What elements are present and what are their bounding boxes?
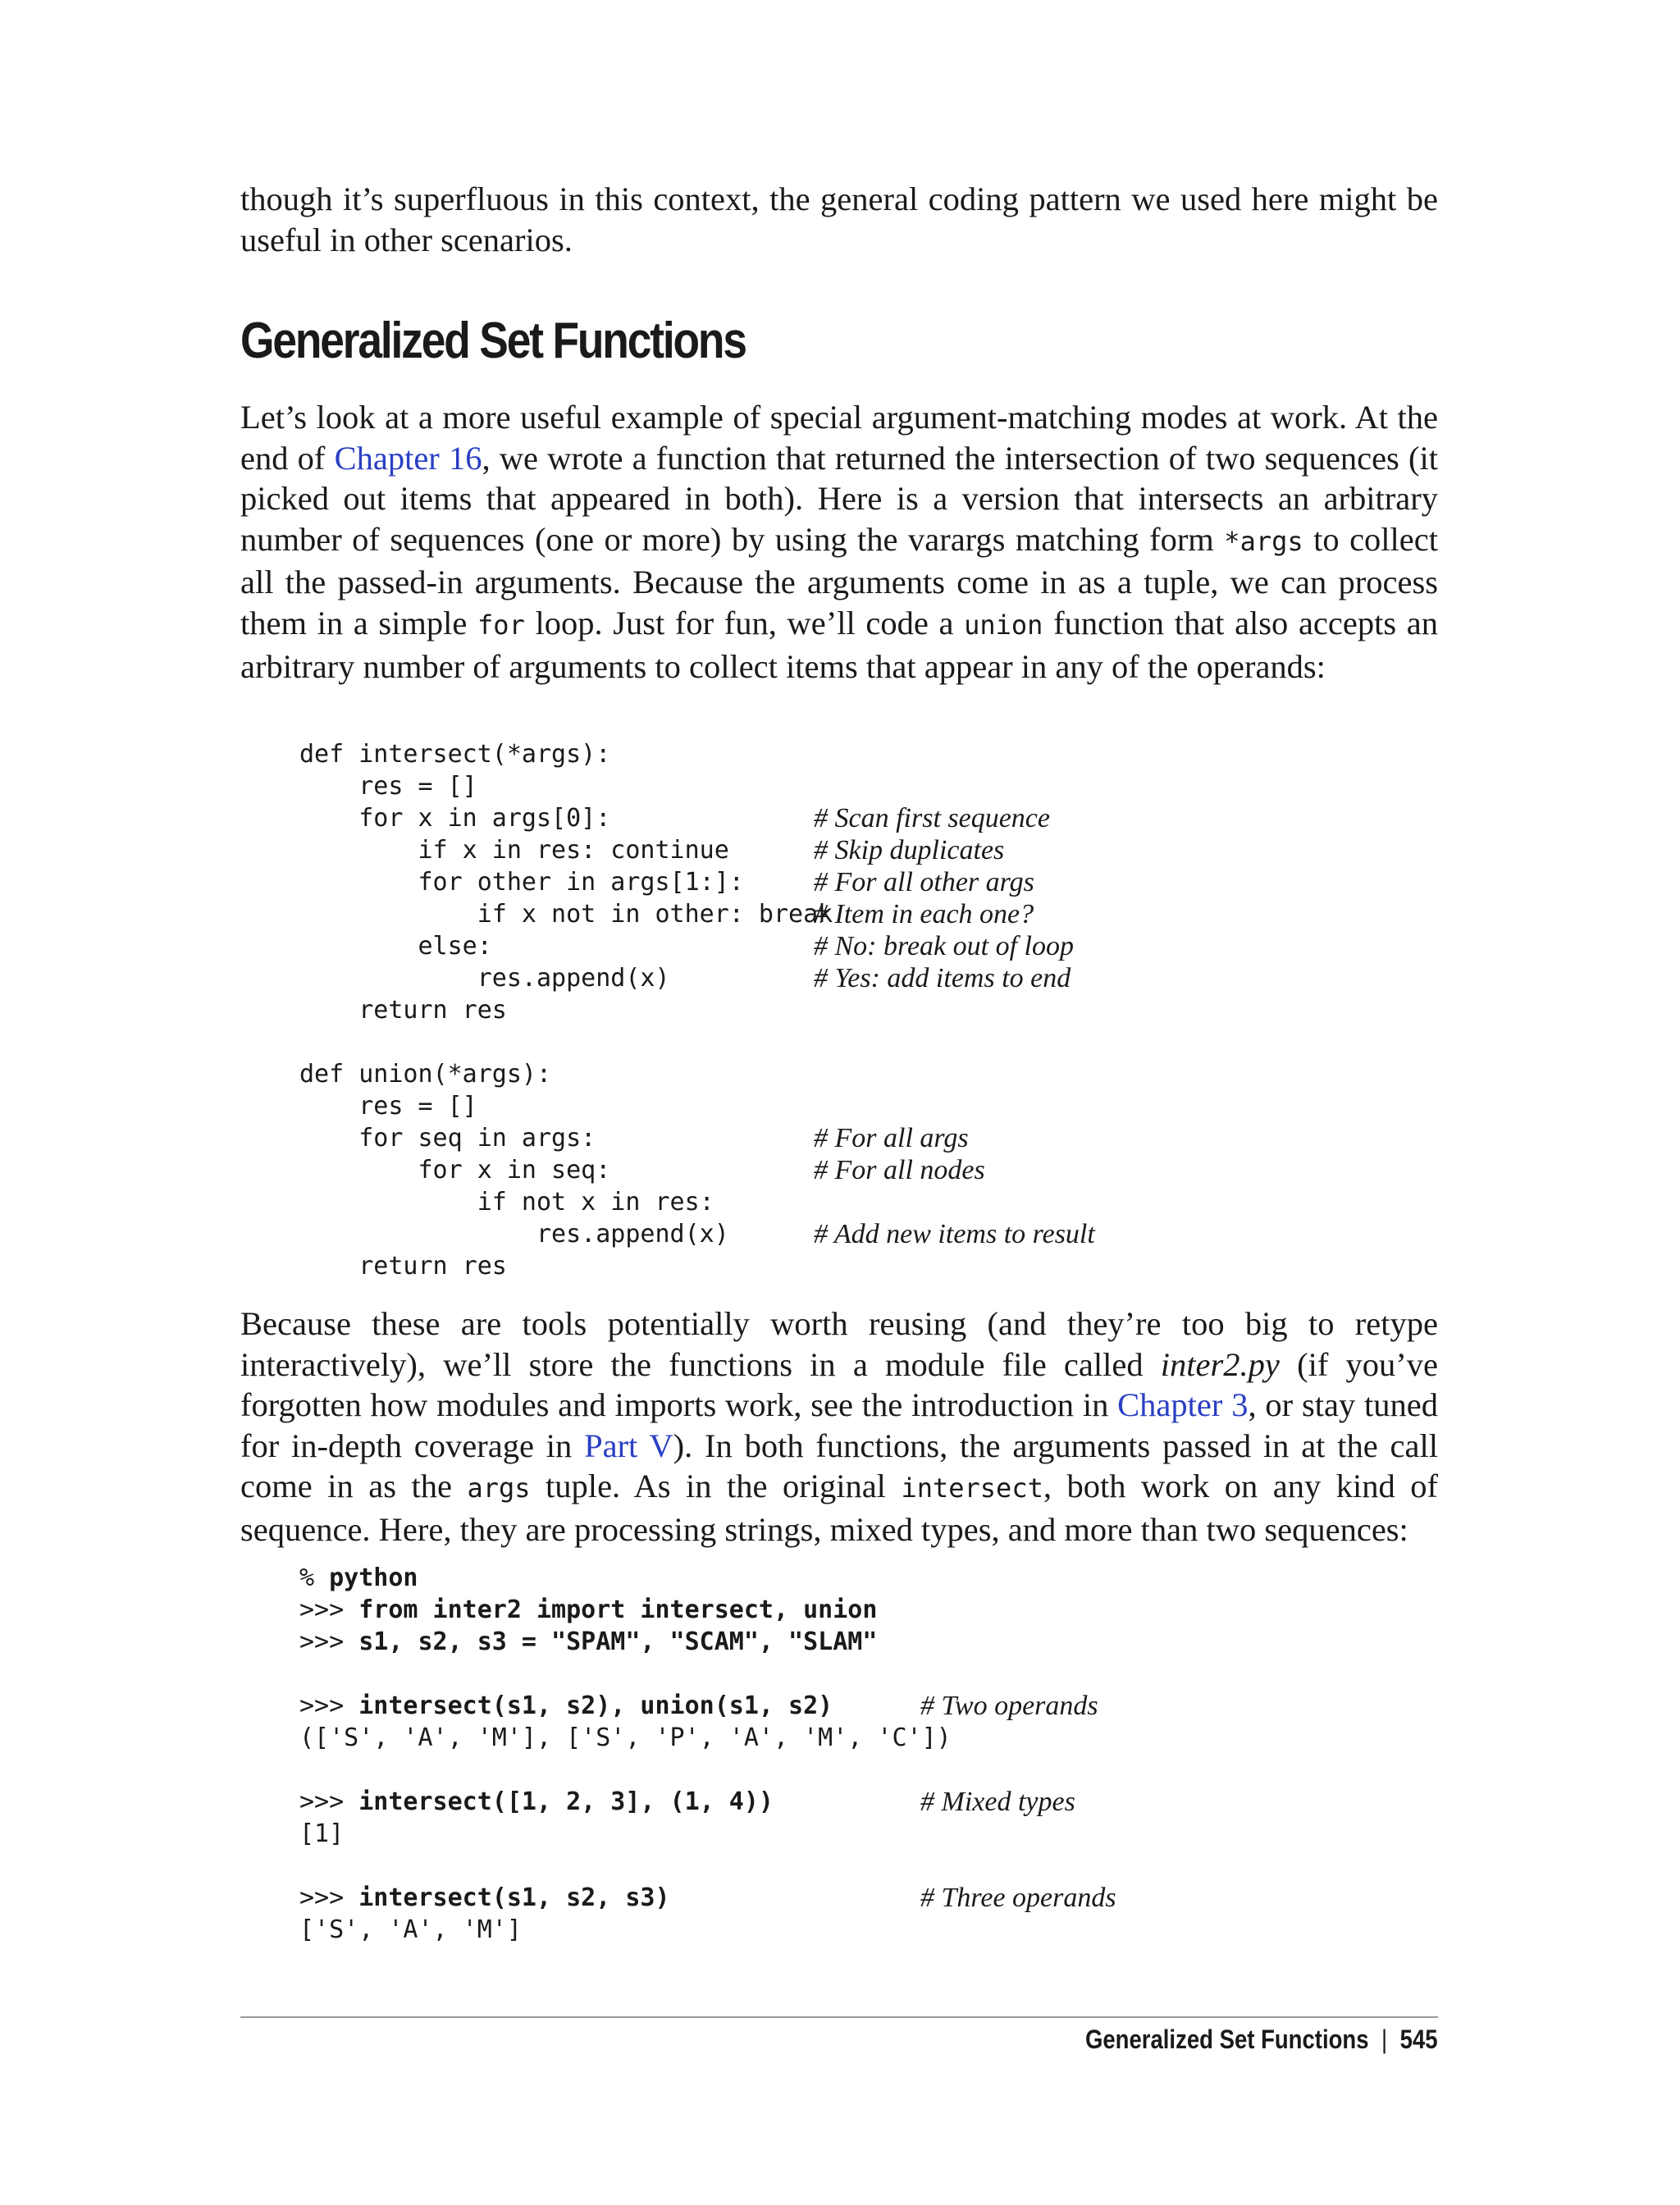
inline-code-for: for — [477, 609, 525, 641]
intro-text-1: Let’s look at a more useful example of special argument-matching modes at work. At the end of — [240, 399, 1438, 477]
output: [1] — [299, 1819, 345, 1848]
prompt: >>> — [299, 1787, 359, 1816]
section-title: Generalized Set Functions — [240, 313, 746, 369]
part-v-link[interactable]: Part V — [584, 1427, 673, 1464]
code-block-session — [299, 1562, 1116, 1946]
intro-text-3: to collect all the passed-in arguments. Because the arguments come in as a tuple, we can process them in a simple — [240, 520, 1438, 641]
code-line — [299, 1250, 833, 1282]
session-line — [299, 1882, 1116, 1914]
intro-paragraph — [240, 397, 1438, 687]
inline-code-args: *args — [1224, 525, 1303, 557]
filename-inter2: inter2.py — [1160, 1345, 1280, 1383]
session-line — [299, 1562, 952, 1594]
code-line — [299, 1058, 833, 1090]
code-text: res = [] — [299, 1092, 477, 1121]
session-line — [299, 1818, 952, 1850]
code-text: res.append(x) — [299, 964, 670, 993]
inline-code-intersect: intersect — [901, 1472, 1043, 1504]
intro-text-4: loop. Just for fun, we’ll code a — [524, 604, 965, 641]
code-text: def union(*args): — [299, 1060, 552, 1089]
code-comment: # For all args — [814, 1123, 969, 1153]
code-text: return res — [299, 1252, 507, 1281]
modules-paragraph — [240, 1303, 1438, 1550]
code-comment: # Two operands — [920, 1691, 1098, 1721]
prompt: % — [299, 1564, 330, 1592]
page-number: 545 — [1400, 2025, 1438, 2054]
output: (['S', 'A', 'M'], ['S', 'P', 'A', 'M', 'C']) — [299, 1723, 952, 1752]
code-line — [299, 898, 1034, 930]
page-footer — [1085, 2025, 1438, 2055]
code-line — [299, 1186, 833, 1218]
modules-text-2: (if you’ve forgotten how modules and imports work, see the introduction in — [240, 1345, 1438, 1424]
modules-text-5: tuple. As in the original — [530, 1468, 902, 1505]
modules-text-3: , or stay tuned for in-depth coverage in — [240, 1386, 1438, 1464]
code-text: for other in args[1:]: — [299, 868, 744, 897]
code-text: else: — [299, 932, 492, 961]
footer-separator: | — [1381, 2025, 1388, 2054]
session-line — [299, 1690, 1098, 1722]
code-text: if not x in res: — [299, 1188, 714, 1217]
modules-text-1: Because these are tools potentially worth reusing (and they’re too big to retype interactively), we’ll store the functions in a module file called — [240, 1305, 1438, 1383]
code-line — [299, 1122, 969, 1154]
code-block-definitions — [299, 738, 1095, 1282]
session-line — [299, 1850, 952, 1882]
code-line — [299, 1218, 1095, 1250]
prompt: >>> — [299, 1883, 359, 1912]
code-comment: # Mixed types — [920, 1787, 1075, 1817]
code-comment: # For all other args — [814, 867, 1034, 897]
user-input: s1, s2, s3 = "SPAM", "SCAM", "SLAM" — [358, 1628, 878, 1656]
session-line — [299, 1626, 952, 1658]
code-text: for x in seq: — [299, 1156, 611, 1185]
inline-code-args-tuple: args — [467, 1472, 531, 1504]
code-comment: # No: break out of loop — [814, 931, 1074, 961]
session-line — [299, 1594, 952, 1626]
code-text: def intersect(*args): — [299, 740, 611, 769]
code-comment: # Yes: add items to end — [814, 963, 1071, 993]
session-line — [299, 1786, 1075, 1818]
prompt: >>> — [299, 1596, 359, 1624]
code-comment: # Skip duplicates — [814, 835, 1005, 865]
session-line — [299, 1914, 952, 1946]
code-line — [299, 738, 833, 770]
code-line — [299, 866, 1034, 898]
code-text: for seq in args: — [299, 1124, 596, 1153]
output: ['S', 'A', 'M'] — [299, 1915, 522, 1944]
user-input: intersect(s1, s2, s3) — [358, 1883, 670, 1912]
footer-rule — [240, 2016, 1438, 2018]
code-comment: # For all nodes — [814, 1155, 985, 1185]
code-line — [299, 802, 1050, 834]
code-comment: # Scan first sequence — [814, 803, 1050, 833]
code-comment: # Add new items to result — [814, 1219, 1095, 1249]
user-input: python — [329, 1564, 418, 1592]
footer-section-title: Generalized Set Functions — [1085, 2025, 1369, 2054]
chapter-16-link[interactable]: Chapter 16 — [334, 439, 482, 477]
code-text: if x not in other: break — [299, 900, 833, 929]
code-line — [299, 834, 1005, 866]
intro-text-2: , we wrote a function that returned the intersection of two sequences (it picked out items that appeared in both). Here is a version that intersects an arbitrary number of sequences (one or more) by using the varargs matching form — [240, 439, 1438, 558]
code-text: return res — [299, 996, 507, 1025]
code-comment: # Three operands — [920, 1883, 1116, 1913]
continuation-paragraph: though it’s superfluous in this context, the general coding pattern we used here might be useful in other scenarios. — [240, 180, 1438, 258]
user-input: intersect(s1, s2), union(s1, s2) — [358, 1691, 833, 1720]
modules-text-4: ). In both functions, the arguments passed in at the call come in as the — [240, 1427, 1438, 1505]
chapter-3-link[interactable]: Chapter 3 — [1117, 1386, 1249, 1424]
code-line — [299, 930, 1074, 962]
intro-text-5: function that also accepts an arbitrary number of arguments to collect items that appear in any of the operands: — [240, 604, 1438, 685]
session-line — [299, 1658, 952, 1690]
code-line — [299, 770, 833, 802]
inline-code-union: union — [964, 609, 1043, 641]
prompt: >>> — [299, 1628, 359, 1656]
session-line — [299, 1722, 952, 1754]
prompt: >>> — [299, 1691, 359, 1720]
code-line — [299, 1090, 833, 1122]
user-input: intersect([1, 2, 3], (1, 4)) — [358, 1787, 774, 1816]
code-line — [299, 1154, 985, 1186]
code-line — [299, 994, 833, 1026]
code-line — [299, 962, 1071, 994]
code-text: res.append(x) — [299, 1220, 729, 1249]
code-line — [299, 1026, 833, 1058]
code-text: res = [] — [299, 772, 477, 801]
modules-text-6: , both work on any kind of sequence. Here, they are processing strings, mixed types, and more than two sequences: — [240, 1468, 1438, 1548]
code-comment: # Item in each one? — [814, 899, 1034, 929]
code-text: if x in res: continue — [299, 836, 729, 865]
user-input: from inter2 import intersect, union — [358, 1596, 878, 1624]
session-line — [299, 1754, 952, 1786]
code-text: for x in args[0]: — [299, 804, 611, 833]
